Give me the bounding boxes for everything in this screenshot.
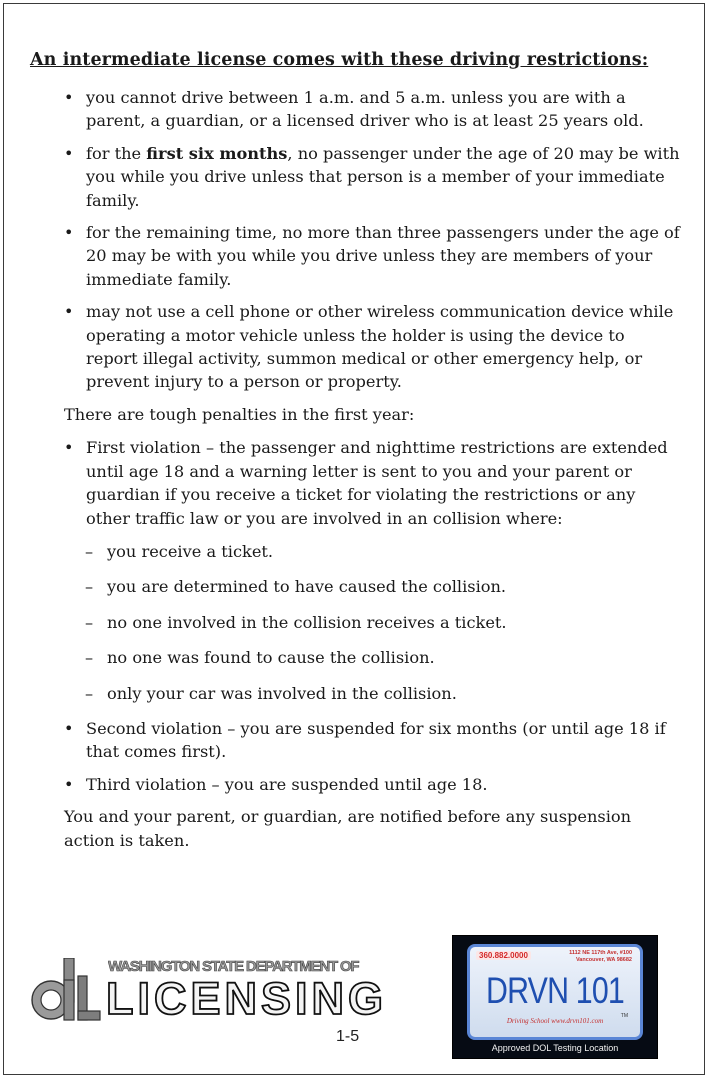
condition-text: no one involved in the collision receives a ticket. bbox=[107, 612, 507, 632]
plate-phone: 360.882.0000 bbox=[476, 951, 531, 960]
list-item bbox=[85, 646, 680, 669]
bullet-icon: • bbox=[64, 88, 74, 107]
list-item bbox=[30, 717, 680, 764]
list-item bbox=[85, 575, 680, 598]
restriction-emphasis: first six months bbox=[146, 143, 288, 163]
plate-address: 1112 NE 117th Ave, #100 Vancouver, WA 98682 bbox=[569, 950, 632, 963]
section-heading: An intermediate license comes with these driving restrictions: bbox=[30, 50, 649, 70]
list-item bbox=[30, 300, 680, 394]
penalties-intro: There are tough penalties in the first year: bbox=[64, 404, 415, 424]
plate-caption: Approved DOL Testing Location bbox=[491, 1043, 619, 1053]
logo-department-text: WASHINGTON STATE DEPARTMENT OF bbox=[108, 958, 359, 975]
violations-list bbox=[30, 436, 680, 796]
condition-text: no one was found to cause the collision. bbox=[107, 648, 435, 668]
list-item bbox=[30, 436, 680, 705]
dash-icon: – bbox=[85, 648, 94, 668]
restriction-text: for the remaining time, no more than three passengers under the age of 20 may be with you while you drive unless they are members of your immediate family. bbox=[86, 223, 680, 289]
list-item bbox=[85, 611, 680, 634]
list-item bbox=[30, 142, 680, 212]
first-violation-text: First violation – the passenger and nighttime restrictions are extended until age 18 and a warning letter is sent to you and your parent or guardian if you receive a ticket for violating the restrictions or any other traffic law or you are involved in an collision where: bbox=[86, 438, 668, 528]
condition-text: you receive a ticket. bbox=[107, 541, 274, 561]
dash-icon: – bbox=[85, 577, 94, 597]
list-item bbox=[85, 682, 680, 705]
collision-conditions-list bbox=[85, 540, 680, 705]
second-violation-text: Second violation – you are suspended for six months (or until age 18 if that comes first). bbox=[86, 718, 666, 762]
dash-icon: – bbox=[85, 612, 94, 632]
bullet-icon: • bbox=[64, 438, 74, 458]
restriction-text: may not use a cell phone or other wireless communication device while operating a motor vehicle unless the holder is using the device to report illegal activity, summon medical or other emergency help, or prevent injury to a person or property. bbox=[86, 302, 674, 392]
restriction-text-post: , no passenger under the age of 20 may be with you while you drive unless that person is a member of your immediate family. bbox=[86, 143, 680, 210]
logo-wordmark: LICENSING bbox=[106, 973, 388, 1024]
condition-text: only your car was involved in the collision. bbox=[107, 683, 457, 703]
bullet-icon: • bbox=[64, 302, 74, 322]
plate-badge bbox=[452, 935, 658, 1059]
list-item bbox=[30, 773, 680, 796]
dash-icon: – bbox=[85, 683, 94, 703]
closing-paragraph: You and your parent, or guardian, are notified before any suspension action is taken. bbox=[64, 807, 632, 850]
restriction-text: you cannot drive between 1 a.m. and 5 a.m. unless you are with a parent, a guardian, or a licensed driver who is at least 25 years old. bbox=[86, 88, 644, 131]
bullet-icon: • bbox=[64, 223, 74, 243]
plate-trademark: TM bbox=[620, 1013, 628, 1019]
document-body bbox=[30, 50, 680, 862]
restrictions-list bbox=[30, 86, 680, 394]
bullet-icon: • bbox=[64, 774, 74, 794]
list-item bbox=[30, 221, 680, 291]
list-item bbox=[85, 540, 680, 563]
dash-icon: – bbox=[85, 541, 94, 561]
list-item bbox=[30, 86, 680, 133]
plate-subtext: Driving School www.drvn101.com bbox=[506, 1017, 604, 1025]
bullet-icon: • bbox=[64, 718, 74, 738]
plate-number: DRVN 101 bbox=[486, 970, 624, 1011]
condition-text: you are determined to have caused the collision. bbox=[107, 577, 507, 597]
restriction-text-pre: for the bbox=[86, 143, 147, 163]
dol-licensing-logo bbox=[28, 956, 408, 1026]
page-number: 1-5 bbox=[336, 1028, 360, 1045]
license-plate bbox=[467, 944, 643, 1040]
bullet-icon: • bbox=[64, 143, 74, 163]
dol-logo-mark-icon bbox=[28, 958, 102, 1022]
third-violation-text: Third violation – you are suspended until age 18. bbox=[86, 774, 488, 794]
